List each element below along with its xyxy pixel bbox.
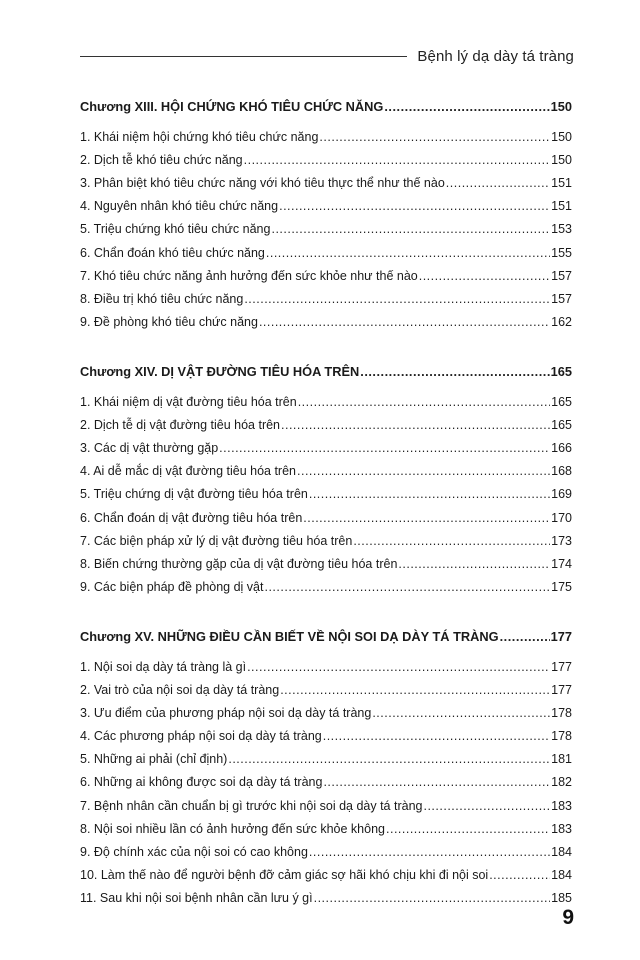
- toc-entry-page: 170: [551, 510, 572, 525]
- dot-leader: [323, 725, 550, 748]
- dot-leader: [264, 576, 550, 599]
- toc-entry: [80, 414, 572, 437]
- toc-entry-page: 184: [551, 844, 572, 859]
- chapter-page: 177: [550, 628, 572, 644]
- dot-leader: [266, 242, 550, 265]
- dot-leader: [353, 530, 550, 553]
- dot-leader: [314, 887, 551, 910]
- toc-entry: [80, 437, 572, 460]
- toc-entry: [80, 864, 572, 887]
- toc-entry: [80, 126, 572, 149]
- toc-entry-page: 169: [551, 487, 572, 502]
- toc-entry-page: 185: [551, 890, 572, 905]
- toc-entry-page: 183: [551, 798, 572, 813]
- toc-entry-page: 182: [551, 775, 572, 790]
- header-rule: [80, 56, 407, 57]
- toc-entry: [80, 795, 572, 818]
- toc-entry-text: 7. Bệnh nhân cần chuẩn bị gì trước khi nội soi dạ dày tá tràng: [80, 798, 423, 813]
- dot-leader: [446, 172, 550, 195]
- toc-chapter: [80, 360, 572, 599]
- toc-entry-text: 8. Nội soi nhiều lần có ảnh hưởng đến sức khỏe không: [80, 821, 385, 836]
- chapter-title: Chương XIII. HỘI CHỨNG KHÓ TIÊU CHỨC NĂNG: [80, 99, 384, 114]
- toc-entry-page: 153: [551, 222, 572, 237]
- toc-entry: [80, 195, 572, 218]
- dot-leader: [303, 507, 550, 530]
- toc-entry-page: 174: [551, 556, 572, 571]
- toc-entry: [80, 679, 572, 702]
- toc-entry-text: 10. Làm thế nào để người bệnh đỡ cảm giác sợ hãi khó chịu khi đi nội soi: [80, 867, 489, 882]
- dot-leader: [398, 553, 550, 576]
- toc-entry: [80, 748, 572, 771]
- dot-leader: [423, 795, 550, 818]
- dot-leader: [384, 95, 549, 118]
- toc-entry-text: 1. Nội soi dạ dày tá tràng là gì: [80, 659, 247, 674]
- toc-entry-page: 178: [551, 729, 572, 744]
- toc-entry-page: 165: [551, 395, 572, 410]
- running-header-title: Bệnh lý dạ dày tá tràng: [417, 47, 574, 65]
- dot-leader: [500, 625, 550, 648]
- dot-leader: [279, 195, 550, 218]
- toc-entry-text: 2. Dịch tễ khó tiêu chức năng: [80, 153, 243, 168]
- chapter-heading: [80, 95, 572, 118]
- toc-entry: [80, 841, 572, 864]
- toc-entry-text: 5. Triệu chứng khó tiêu chức năng: [80, 222, 271, 237]
- dot-leader: [298, 391, 550, 414]
- toc-entry-page: 177: [551, 659, 572, 674]
- chapter-page: 150: [550, 99, 572, 114]
- toc-entry: [80, 460, 572, 483]
- chapter-heading: [80, 360, 572, 383]
- toc-entry-page: 157: [551, 291, 572, 306]
- dot-leader: [281, 414, 550, 437]
- toc-entry-text: 1. Khái niệm hội chứng khó tiêu chức năng: [80, 130, 319, 145]
- toc-entry-page: 184: [551, 867, 572, 882]
- chapter-heading: [80, 625, 572, 648]
- running-header: [80, 44, 574, 68]
- toc-entry-text: 2. Dịch tễ dị vật đường tiêu hóa trên: [80, 418, 281, 433]
- toc-entry: [80, 553, 572, 576]
- toc-entry-text: 6. Chẩn đoán khó tiêu chức năng: [80, 245, 265, 260]
- dot-leader: [219, 437, 550, 460]
- chapter-title: Chương XIV. DỊ VẬT ĐƯỜNG TIÊU HÓA TRÊN: [80, 363, 360, 379]
- toc-entry-page: 165: [551, 418, 572, 433]
- page-number: 9: [562, 906, 574, 929]
- toc-entry-text: 3. Ưu điểm của phương pháp nội soi dạ dày tá tràng: [80, 706, 372, 721]
- toc-entry-text: 7. Các biện pháp xử lý dị vật đường tiêu hóa trên: [80, 533, 353, 548]
- toc-entry-page: 155: [551, 245, 572, 260]
- toc-entry-text: 2. Vai trò của nội soi dạ dày tá tràng: [80, 683, 280, 698]
- toc-entry: [80, 530, 572, 553]
- toc-entry-page: 150: [551, 153, 572, 168]
- toc-entry-text: 9. Độ chính xác của nội soi có cao không: [80, 844, 308, 859]
- toc-entry: [80, 483, 572, 506]
- dot-leader: [360, 360, 549, 383]
- dot-leader: [259, 311, 550, 334]
- toc-entry-text: 9. Các biện pháp đề phòng dị vật: [80, 579, 264, 594]
- toc-entry: [80, 576, 572, 599]
- toc-entry-text: 3. Các dị vật thường gặp: [80, 441, 219, 456]
- toc-entry-text: 8. Biến chứng thường gặp của dị vật đường tiêu hóa trên: [80, 556, 398, 571]
- toc-entry-text: 11. Sau khi nội soi bệnh nhân cần lưu ý gì: [80, 890, 313, 905]
- toc-entry: [80, 172, 572, 195]
- toc-entry: [80, 311, 572, 334]
- dot-leader: [309, 483, 550, 506]
- toc-entry: [80, 887, 572, 910]
- toc-entry-text: 6. Những ai không được soi dạ dày tá tràng: [80, 775, 323, 790]
- toc-entry-page: 168: [551, 464, 572, 479]
- toc-entry: [80, 242, 572, 265]
- toc-entry-page: 150: [551, 130, 572, 145]
- toc-entry-page: 162: [551, 314, 572, 329]
- dot-leader: [319, 126, 550, 149]
- toc-entry-text: 5. Triệu chứng dị vật đường tiêu hóa trên: [80, 487, 308, 502]
- dot-leader: [309, 841, 550, 864]
- table-of-contents: [80, 95, 572, 910]
- dot-leader: [244, 288, 550, 311]
- dot-leader: [489, 864, 550, 887]
- toc-entry: [80, 265, 572, 288]
- toc-chapter: [80, 625, 572, 910]
- dot-leader: [244, 149, 551, 172]
- chapter-page: 165: [550, 363, 572, 379]
- toc-entry-page: 151: [551, 176, 572, 191]
- toc-entry-text: 4. Các phương pháp nội soi dạ dày tá tràng: [80, 729, 322, 744]
- toc-entry-page: 157: [551, 268, 572, 283]
- toc-entry: [80, 391, 572, 414]
- toc-entry-page: 151: [551, 199, 572, 214]
- toc-entry: [80, 507, 572, 530]
- toc-entry-page: 166: [551, 441, 572, 456]
- toc-entry-text: 1. Khái niệm dị vật đường tiêu hóa trên: [80, 395, 297, 410]
- toc-entry-page: 178: [551, 706, 572, 721]
- toc-entry-text: 3. Phân biệt khó tiêu chức năng với khó tiêu thực thể như thế nào: [80, 176, 445, 191]
- toc-entry-page: 183: [551, 821, 572, 836]
- dot-leader: [280, 679, 550, 702]
- toc-entry: [80, 818, 572, 841]
- toc-entry: [80, 702, 572, 725]
- dot-leader: [386, 818, 550, 841]
- toc-entry-text: 9. Đề phòng khó tiêu chức năng: [80, 314, 258, 329]
- toc-entry-text: 5. Những ai phải (chỉ định): [80, 752, 228, 767]
- toc-entry: [80, 656, 572, 679]
- dot-leader: [271, 218, 550, 241]
- dot-leader: [372, 702, 550, 725]
- toc-entry: [80, 288, 572, 311]
- toc-entry-text: 7. Khó tiêu chức năng ảnh hưởng đến sức khỏe như thế nào: [80, 268, 418, 283]
- toc-entry-page: 175: [551, 579, 572, 594]
- toc-entry-text: 8. Điều trị khó tiêu chức năng: [80, 291, 244, 306]
- toc-entry-page: 177: [551, 683, 572, 698]
- dot-leader: [247, 656, 550, 679]
- toc-chapter: [80, 95, 572, 334]
- toc-entry: [80, 218, 572, 241]
- toc-entry-text: 6. Chẩn đoán dị vật đường tiêu hóa trên: [80, 510, 303, 525]
- toc-entry-page: 173: [551, 533, 572, 548]
- toc-entry: [80, 149, 572, 172]
- toc-entry-text: 4. Ai dễ mắc dị vật đường tiêu hóa trên: [80, 464, 296, 479]
- toc-entry-text: 4. Nguyên nhân khó tiêu chức năng: [80, 199, 279, 214]
- dot-leader: [419, 265, 550, 288]
- chapter-title: Chương XV. NHỮNG ĐIỀU CẦN BIẾT VỀ NỘI SOI DẠ DÀY TÁ TRÀNG: [80, 628, 499, 644]
- toc-entry: [80, 725, 572, 748]
- toc-entry-page: 181: [551, 752, 572, 767]
- dot-leader: [297, 460, 550, 483]
- dot-leader: [228, 748, 550, 771]
- dot-leader: [323, 771, 550, 794]
- toc-entry: [80, 771, 572, 794]
